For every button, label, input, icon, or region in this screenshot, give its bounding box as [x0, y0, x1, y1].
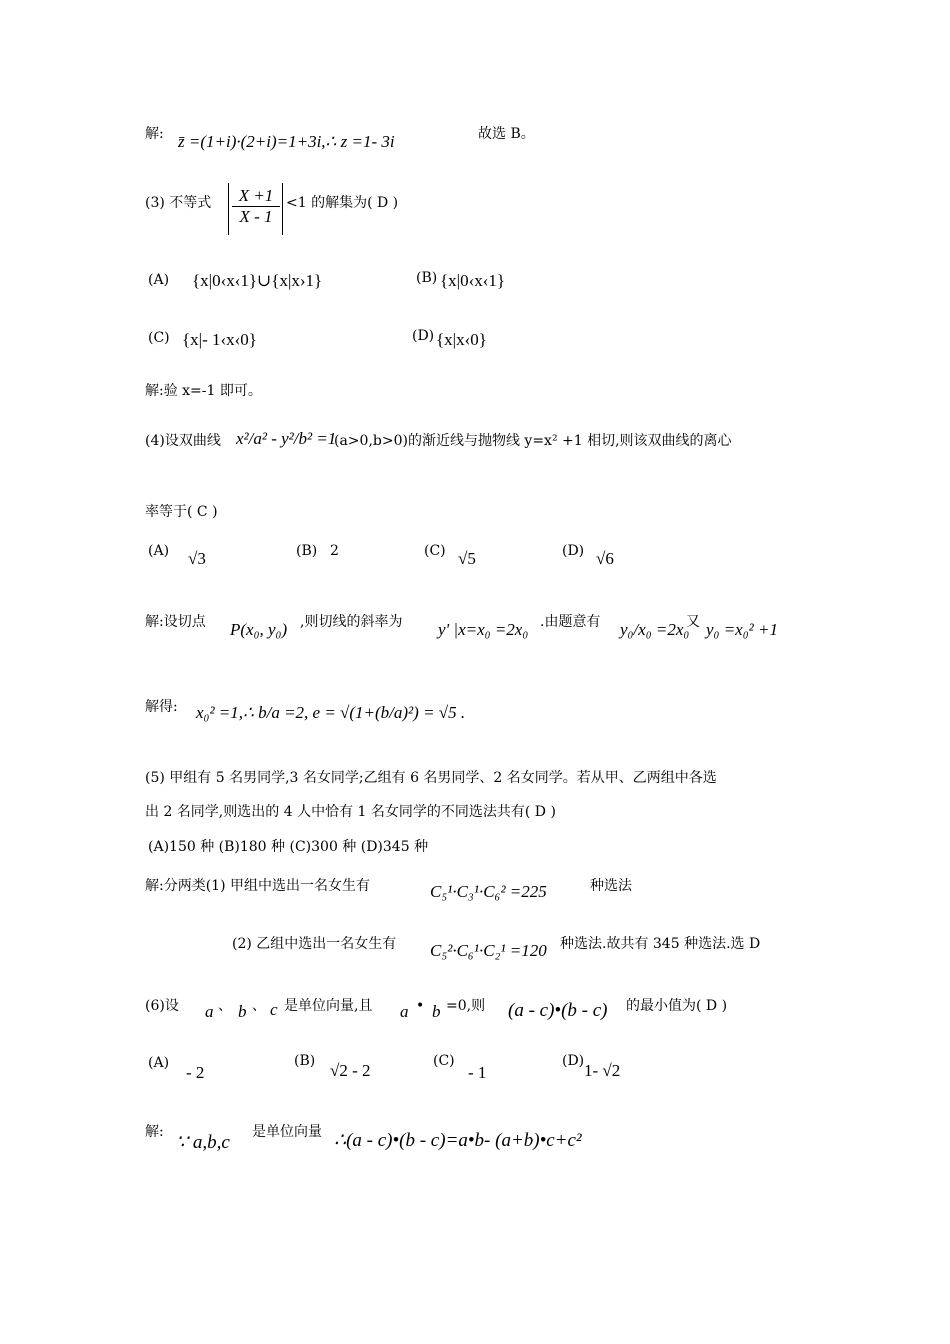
q2-answer: 故选 B。: [478, 126, 535, 142]
q5-solution2-pre: (2) 乙组中选出一名女生有: [232, 936, 397, 952]
q6-dot-a: a: [400, 1002, 409, 1021]
q3-stem: (3) 不等式: [145, 195, 212, 211]
q4-opt-a-label: (A): [148, 543, 170, 559]
q5-stem-line1: (5) 甲组有 5 名男同学,3 名女同学;乙组有 6 名男同学、2 名女同学。若从甲、乙两组中各选: [145, 770, 717, 786]
q4-solution-eq2: y₀ =x₀² +1: [706, 620, 778, 639]
q6-stem-mid: 是单位向量,且: [284, 998, 373, 1014]
q4-solve-label: 解得:: [145, 699, 178, 715]
q4-solution-mid: ,则切线的斜率为: [300, 614, 403, 630]
q2-solution-formula: z̄ =(1+i)·(2+i)=1+3i,∴ z =1- 3i: [178, 132, 395, 151]
q6-opt-a: - 2: [186, 1063, 205, 1082]
q6-opt-a-label: (A): [148, 1055, 170, 1071]
q6-vec-c: c: [270, 1000, 278, 1019]
q4-opt-c-label: (C): [424, 543, 446, 559]
q6-dot-b: b: [432, 1002, 441, 1021]
q4-solution-eq: y₀/x₀ =2x₀: [620, 620, 690, 639]
abs-bar-left: [228, 183, 229, 235]
q4-eccentricity: x₀² =1,∴ b/a =2, e = √(1+(b/a)²) = √5 .: [196, 703, 466, 722]
q4-opt-c: √5: [458, 549, 476, 568]
q4-condition: (a>0,b>0)的渐近线与抛物线 y=x² +1 相切,则该双曲线的离心: [334, 433, 732, 449]
q5-solution-post: 种选法: [590, 878, 632, 894]
q4-stem: (4)设双曲线: [145, 433, 221, 449]
q3-opt-b-label: (B): [416, 270, 438, 286]
q4-opt-b-label: (B): [296, 543, 318, 559]
q5-solution2-post: 种选法.故共有 345 种选法.选 D: [560, 936, 761, 952]
q6-solution-eq: ∴(a - c)•(b - c)=a•b- (a+b)•c+c²: [334, 1130, 582, 1151]
q6-stem-post: 的最小值为( D ): [626, 998, 728, 1014]
q4-opt-d: √6: [596, 549, 614, 568]
q5-options: (A)150 种 (B)180 种 (C)300 种 (D)345 种: [148, 839, 429, 855]
q3-opt-d-label: (D): [412, 328, 435, 344]
q3-opt-c-label: (C): [148, 330, 170, 346]
q3-solution: 解:验 x=-1 即可。: [145, 383, 262, 399]
q6-vec-b: b: [238, 1002, 247, 1021]
q6-opt-d: 1- √2: [584, 1061, 621, 1080]
q6-opt-d-label: (D): [562, 1053, 585, 1069]
q2-solution-label: 解:: [145, 126, 164, 142]
q4-stem-line2: 率等于( C ): [145, 504, 218, 520]
q6-opt-b-label: (B): [294, 1053, 316, 1069]
q6-expression: (a - c)•(b - c): [508, 1000, 608, 1021]
q6-sep-2: 、: [252, 998, 266, 1014]
q4-tangent-point: P(x₀, y₀): [230, 620, 288, 639]
q6-stem: (6)设: [145, 998, 179, 1014]
q6-solution-label: 解:: [145, 1124, 164, 1140]
q4-solution-mid2: .由题意有: [540, 614, 601, 630]
q4-hyperbola-eq: x²/a² - y²/b² =1: [236, 429, 337, 448]
q4-solution-pre: 解:设切点: [145, 614, 206, 630]
q5-combination-2: C₅²·C₆¹·C₂¹ =120: [430, 941, 547, 960]
q6-solution-because: ∵ a,b,c: [176, 1132, 230, 1153]
q6-vec-a: a: [205, 1002, 214, 1021]
q3-frac-den: X - 1: [239, 207, 273, 226]
q6-solution-mid: 是单位向量: [252, 1124, 322, 1140]
q3-frac-num: X +1: [238, 186, 274, 205]
q3-opt-a: {x|0‹x‹1}∪{x|x›1}: [192, 271, 323, 290]
q5-stem-line2: 出 2 名同学,则选出的 4 人中恰有 1 名女同学的不同选法共有( D ): [145, 804, 556, 820]
q4-solution-you: 又: [686, 614, 700, 630]
q5-solution-pre: 解:分两类(1) 甲组中选出一名女生有: [145, 878, 370, 894]
q6-dot-eq: =0,则: [446, 998, 486, 1014]
abs-bar-right: [282, 183, 283, 235]
q3-opt-c: {x|- 1‹x‹0}: [182, 330, 257, 349]
q6-sep-1: 、: [218, 998, 232, 1014]
q3-opt-a-label: (A): [148, 272, 170, 288]
q6-opt-c: - 1: [468, 1063, 487, 1082]
q5-combination-1: C₅¹·C₃¹·C₆² =225: [430, 882, 547, 901]
q3-fraction: [232, 186, 280, 227]
q6-opt-b: √2 - 2: [330, 1061, 371, 1080]
q4-opt-a: √3: [188, 549, 206, 568]
q4-opt-d-label: (D): [562, 543, 585, 559]
q3-opt-b: {x|0‹x‹1}: [440, 271, 506, 290]
q4-slope: y' |x=x₀ =2x₀: [438, 620, 529, 639]
q3-stem-post: <1 的解集为( D ): [286, 195, 399, 211]
q4-opt-b: 2: [330, 543, 339, 559]
q3-opt-d: {x|x‹0}: [436, 330, 487, 349]
q6-dot-symbol: •: [416, 998, 425, 1014]
q6-opt-c-label: (C): [433, 1053, 455, 1069]
